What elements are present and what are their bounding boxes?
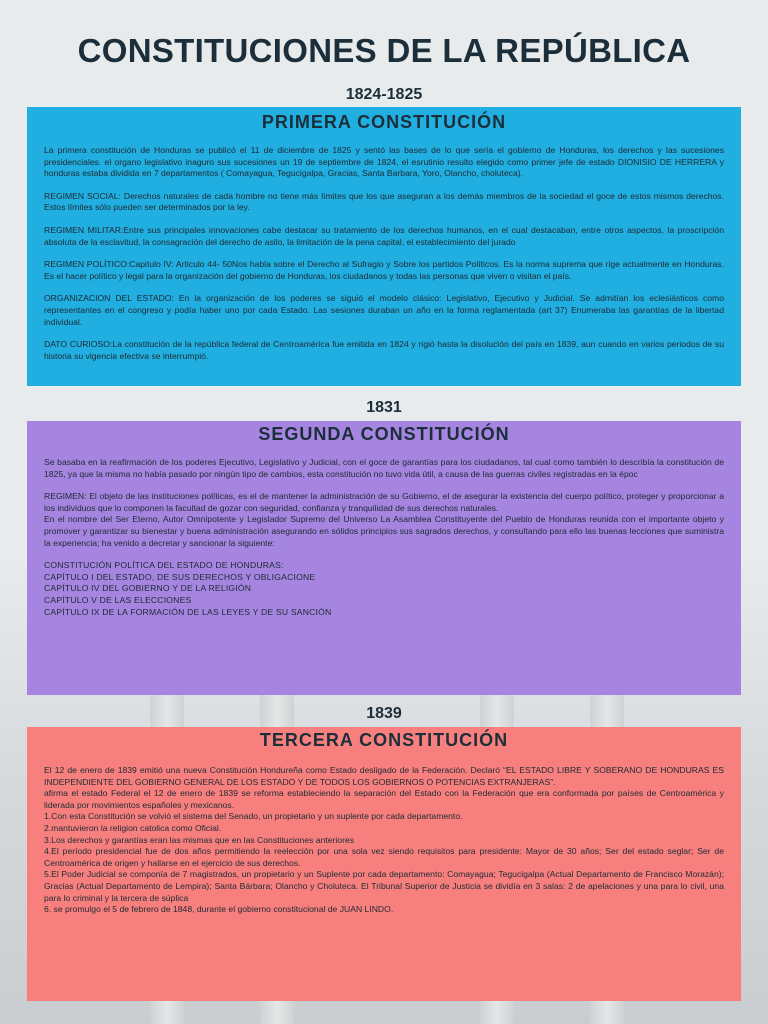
year-label-2: 1831 [366, 399, 402, 416]
paragraph: 3.Los derechos y garantías eran las mismas que en las Constituciones anteriores [44, 834, 355, 845]
paragraph: DATO CURIOSO:La constitución de la república federal de Centroamérica fue emitida en 1824 y rigió hasta la disolución del país en 1839, aun cuando en varios periodos de su historia su vigencia efectiva se interrumpió. [44, 339, 724, 361]
section-heading: SEGUNDA CONSTITUCIÓN [258, 424, 510, 444]
paragraph: 1.Con esta Constitución se volvió el sistema del Senado, un propietario y un suplente por cada departamento. [44, 811, 463, 822]
page-title: CONSTITUCIONES DE LA REPÚBLICA [77, 32, 691, 69]
paragraph: El 12 de enero de 1839 emitió una nueva Constitución Hondureña como Estado desligado de la Federación. Declaró “EL ESTADO LIBRE Y SOBERANO DE HONDURAS ES INDEPENDIENTE DEL GOBIERNO GENERAL DE LOS ESTADO Y DE TODOS LOS GOBIERNOS O POTENCIAS EXTRANJERAS”. [44, 765, 724, 787]
section-heading: TERCERA CONSTITUCIÓN [259, 730, 509, 750]
paragraph: 2.mantuvieron la religion catolica como Oficial. [44, 822, 222, 833]
chapter-item: CONSTITUCIÓN POLÍTICA DEL ESTADO DE HONDURAS: [44, 560, 284, 571]
chapter-item: CAPÍTULO IX DE LA FORMACIÓN DE LAS LEYES Y DE SU SANCIÓN [44, 606, 332, 617]
chapter-item: CAPÍTULO IV DEL GOBIERNO Y DE LA RELIGIÓN [44, 583, 252, 594]
paragraph: En el nombre del Ser Eterno, Autor Omnipotente y Legislador Supremo del Universo La Asamblea Constituyente del Pueblo de Honduras reunida con el importante objeto y promover y garantizar su bienestar y buena administración asegurando en sólidos principios sus sagrados derechos, y consultando para ello las buenas lecciones que suministra la experiencia; ha venido a decretar y sancionar la siguiente: [44, 514, 724, 548]
paragraph: 4.El período presidencial fue de dos años permitiendo la reelección por una sola vez siendo requisitos para presidente: Mayor de 30 años; Ser del estado seglar; Ser de Centroamérica de origen y hallarse en el ejercicio de sus derechos. [44, 846, 724, 868]
paragraph: La primera constitución de Honduras se publicó el 11 de diciembre de 1825 y sentó las bases de lo que sería el gobierno de Honduras, los derechos y las sucesiones presidenciales. el organo legislativo inaguro sus sucesiones un 19 de septiembre de 1824, el esrutinio resulto elegido como primer jefe de estado DIONISIO DE HERRERA y honduras estaba dividida en 7 departamentos ( Comayagua, Tegucigalpa, Gracias, Santa Barbara, Yoro, Olancho, choluteca). [44, 145, 724, 179]
paragraph: afirma el estado Federal el 12 de enero de 1839 se reforma estableciendo la separación del Estado con la Federación que era conformada por países de Centroamérica y liderada por movimientos españoles y mexicanos. [44, 788, 724, 810]
paragraph: REGIMEN SOCIAL: Derechos naturales de cada hombre no tiene más límites que los que aseguran a los demás miembros de la sociedad el goce de estos mismos derechos. Estos límites sólo pueden ser determinados por la ley. [44, 190, 724, 213]
year-label-1: 1824-1825 [345, 86, 423, 103]
paragraph: REGIMEN: El objeto de las instituciones políticas, es el de mantener la administración de su Gobierno, el de asegurar la existencia del cuerpo político, proteger y proporcionar a los individuos que lo componen la facultad de gozar con seguridad, confianza y tranquilidad de sus derechos naturales. [44, 491, 724, 513]
section-primera [27, 107, 741, 386]
paragraph: REGIMEN MILITAR:Entre sus principales innovaciones cabe destacar su tratamiento de los derechos humanos, en el cual destacaban, entre otros aspectos, la proscripción absoluta de la esclavitud, la consagración del derecho de asilo, la limitación de la pena capital, el establecimiento del jurado [44, 224, 724, 247]
paragraph: 6. se promulgo el 5 de febrero de 1848, durante el gobierno constitucional de JUAN LINDO. [44, 904, 394, 915]
section-tercera [27, 727, 741, 1001]
section-segunda [27, 421, 741, 695]
paragraph: REGIMEN POLÍTICO:Capitulo IV: Articulo 44- 50Nos habla sobre el Derecho al Sufragio y Sobre los partidos Políticos. Es la norma suprema que rige actualmente en Honduras. Es el hacer político y legal para la organización del gobierno de Honduras, los ciudadanos y todas las personas que viven o visitan el país. [44, 259, 724, 281]
paragraph: 5.El Poder Judicial se componía de 7 magistrados, un propietario y un Suplente por cada departamento: Comayagua; Tegucigalpa (Actual Departamento de Francisco Morazán); Gracias (Actual Departamento de Lempira); Santa Bárbara; Olancho y Choluteca. El Tribunal Superior de Justicia se dividía en 3 salas: 2 de apelaciones y una para lo civil, una para lo criminal y la tercera de súplica [44, 869, 724, 903]
paragraph: Se basaba en la reafirmación de los poderes Ejecutivo, Legislativo y Judicial, con el goce de garantías para los ciudadanos, tal cual como también lo describía la constitución de 1825, ya que la misma no había pasado por ningún tipo de cambios, esta constitución no tuvo vida útil, a causa de las guerras civiles registradas en la époc [44, 457, 724, 479]
chapter-list [44, 560, 724, 618]
section-heading: PRIMERA CONSTITUCIÓN [261, 112, 507, 132]
paragraph: ORGANIZACION DEL ESTADO: En la organización de los poderes se siguió el modelo clásico: Legislativo, Ejecutivo y Judicial. Se admitían los eclesiásticos como representantes en el congreso y podía haber uno por cada Estado. Las sesiones duraban un año en la forma reglamentada (art 37) Enumeraba las garantías de la libertad individual. [44, 293, 724, 327]
chapter-item: CAPÍTULO V DE LAS ELECCIONES [44, 594, 192, 605]
chapter-item: CAPÍTULO I DEL ESTADO, DE SUS DERECHOS Y OBLIGACIONE [44, 571, 316, 582]
year-label-3: 1839 [366, 705, 402, 722]
